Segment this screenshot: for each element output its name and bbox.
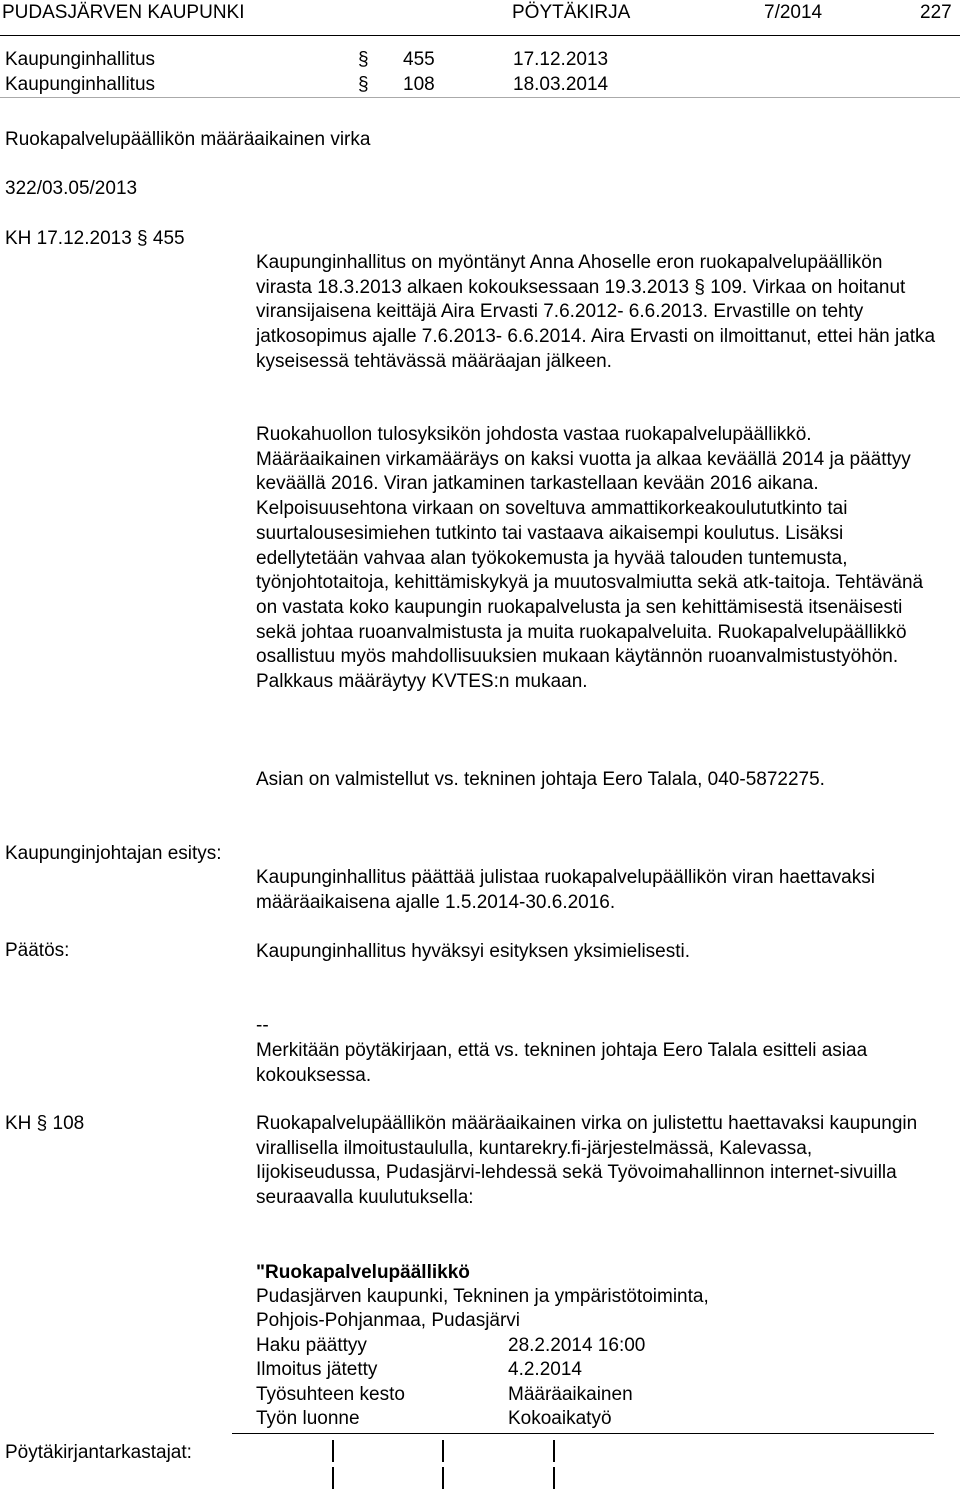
- header-divider: [0, 35, 960, 36]
- ad-table-row: [256, 1358, 582, 1382]
- section2-label: KH § 108: [5, 1113, 85, 1134]
- section1-label: KH 17.12.2013 § 455: [5, 228, 185, 249]
- meeting-body-2: Kaupunginhallitus: [5, 74, 156, 95]
- signature-line: [553, 1467, 555, 1489]
- item-reference: 322/03.05/2013: [5, 178, 138, 199]
- ad-table-row: [256, 1334, 645, 1358]
- document-type: PÖYTÄKIRJA: [512, 2, 631, 23]
- section1-paragraph-3: Asian on valmistellut vs. tekninen johtaja Eero Talala, 040-5872275.: [256, 769, 825, 790]
- section-symbol-2: §: [358, 74, 369, 95]
- section2-paragraph: Ruokapalvelupäällikön määräaikainen virka on julistettu haettavaksi kaupungin virallisella ilmoitustaululla, kuntarekry.fi-järjestelmässä, Kalevassa, Iijokiseudussa, Pudasjärvi-lehdessä sekä Työvoimahallinnon internet-sivuilla seuraavalla kuulutuksella:: [256, 1113, 918, 1209]
- signature-line: [332, 1467, 334, 1489]
- section-symbol-1: §: [358, 49, 369, 70]
- proposal-label: Kaupunginjohtajan esitys:: [5, 843, 222, 864]
- meeting-section-1: 455: [403, 49, 435, 70]
- reviewers-label: Pöytäkirjantarkastajat:: [5, 1442, 192, 1463]
- ad-line-2: Pohjois-Pohjanmaa, Pudasjärvi: [256, 1310, 521, 1331]
- meeting-date-2: 18.03.2014: [513, 74, 609, 95]
- ad-title: "Ruokapalvelupäällikkö: [256, 1262, 470, 1283]
- ad-table-label: Työn luonne: [256, 1408, 360, 1429]
- ad-table-value: Määräaikainen: [508, 1384, 633, 1405]
- section1-paragraph-2: Ruokahuollon tulosyksikön johdosta vastaa ruokapalvelupäällikkö. Määräaikainen virkamääräys on kaksi vuotta ja alkaa keväällä 2014 ja päättyy keväällä 2016. Viran jatkaminen tarkastellaan kevään 2016 aikana. Kelpoisuusehtona virkaan on soveltuva ammattikorkeakoulututkinto tai suurtalousesimiehen tutkinto tai vastaava aikaisempi koulutus. Lisäksi edellytetään vahvaa alan työkokemusta ja hyvää talouden tuntemusta, työnjohtotaitoja, kehittämiskykyä ja muutosvalmiutta sekä atk-taitoja. Tehtävänä on vastata koko kaupungin ruokapalvelusta ja sen kehittämisestä itsenäisesti sekä johtaa ruoanvalmistusta ja muita ruokapalveluita. Ruokapalvelupäällikkö osallistuu myös mahdollisuuksien mukaan käytännön ruoanvalmistustyöhön. Palkkaus määräytyy KVTES:n mukaan.: [256, 424, 924, 693]
- organization-name: PUDASJÄRVEN KAUPUNKI: [2, 2, 245, 23]
- meeting-body-1: Kaupunginhallitus: [5, 49, 156, 70]
- section1-body: [256, 251, 936, 375]
- ad-table-row: [256, 1407, 612, 1431]
- signature-line: [332, 1440, 334, 1462]
- page-number: 227: [920, 2, 952, 23]
- ad-table-value: 4.2.2014: [508, 1359, 582, 1380]
- ad-table-value: Kokoaikatyö: [508, 1408, 612, 1429]
- separator: --: [256, 1015, 269, 1036]
- section1-body-2: [256, 423, 936, 695]
- decision-label: Päätös:: [5, 940, 70, 961]
- ad-line-1: Pudasjärven kaupunki, Tekninen ja ympäristötoiminta,: [256, 1286, 709, 1307]
- decision-text: Kaupunginhallitus hyväksyi esityksen yksimielisesti.: [256, 941, 691, 962]
- meeting-section-2: 108: [403, 74, 435, 95]
- ad-table-label: Ilmoitus jätetty: [256, 1359, 378, 1380]
- footer-divider: [232, 1433, 934, 1434]
- section1-paragraph-1: Kaupunginhallitus on myöntänyt Anna Ahoselle eron ruokapalvelupäällikön virasta 18.3.2013 alkaen kokouksessaan 19.3.2013 § 109. Virkaa on hoitanut viransijaisena keittäjä Aira Ervasti 7.6.2012- 6.6.2013. Ervastille on tehty jatkosopimus ajalle 7.6.2013- 6.6.2014. Aira Ervasti on ilmoittanut, ettei hän jatka kyseisessä tehtävässä määräajan jälkeen.: [256, 252, 936, 372]
- meeting-date-1: 17.12.2013: [513, 49, 609, 70]
- meeting-divider: [0, 97, 960, 98]
- proposal-text: Kaupunginhallitus päättää julistaa ruokapalvelupäällikön viran haettavaksi määräaikaisena ajalle 1.5.2014-30.6.2016.: [256, 867, 875, 913]
- note-text: Merkitään pöytäkirjaan, että vs. tekninen johtaja Eero Talala esitteli asiaa kokouksessa.: [256, 1040, 868, 1086]
- signature-line: [442, 1440, 444, 1462]
- signature-line: [442, 1467, 444, 1489]
- ad-table-value: 28.2.2014 16:00: [508, 1335, 646, 1356]
- ad-table-label: Haku päättyy: [256, 1335, 367, 1356]
- signature-line: [553, 1440, 555, 1462]
- section1-body-3: [256, 768, 936, 793]
- ad-table-row: [256, 1383, 633, 1407]
- ad-table-label: Työsuhteen kesto: [256, 1384, 405, 1405]
- item-title: Ruokapalvelupäällikön määräaikainen virka: [5, 129, 371, 150]
- issue-number: 7/2014: [764, 2, 823, 23]
